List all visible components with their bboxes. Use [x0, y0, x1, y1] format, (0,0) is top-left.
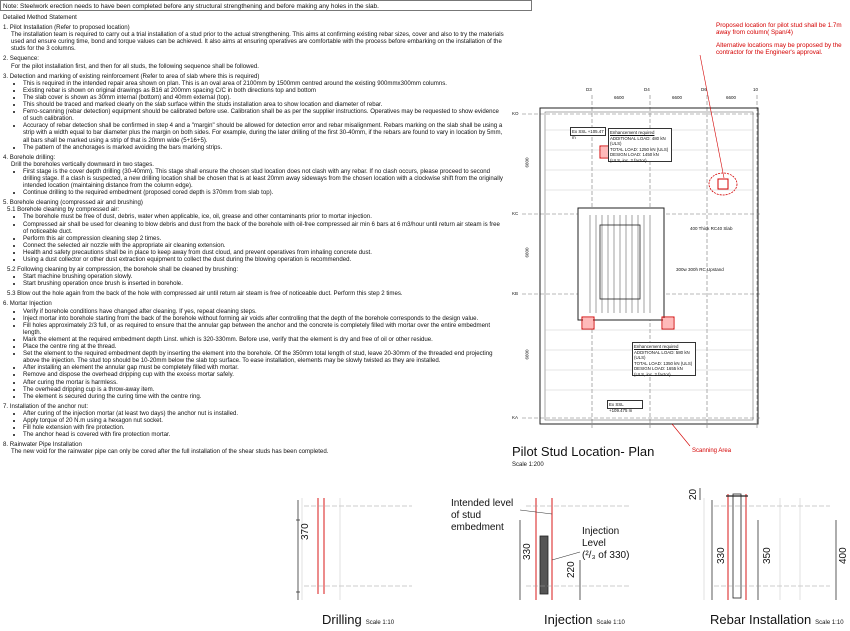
list-item: • Place the centre ring at the thread. — [23, 343, 505, 350]
rebar-title: Rebar Installation — [710, 612, 812, 627]
drilling-detail — [296, 498, 412, 600]
enh-1-title: Enhancement required — [610, 130, 655, 135]
section-5-title: 5. Borehole cleaning (compressed air and brushing) — [3, 199, 143, 207]
injection-title: Injection — [544, 612, 593, 627]
enhancement-box-2 — [632, 342, 696, 376]
steelwork-note: Note: Steelwork erection needs to have been completed before any structural strengthening and before making any holes in the slab. — [0, 0, 532, 11]
list-item: • The overhead dripping cup is a throw-away item. — [23, 386, 505, 393]
grid-label-top: D3 — [586, 87, 592, 92]
dim-20-rebar: 20 — [688, 488, 699, 500]
list-item: • Apply torque of 20 N.m using a hexagon nut socket. — [23, 417, 505, 424]
list-item: • First stage is the cover depth drilling (30-40mm). This stage shall ensure the chosen stud location does not clash with any rebar. If no clash occurs, please proceed to second drilling stage. If a clash is suspected, a new drilling location shall be chosen that is at least 20mm away sideways from the chosen location with a clockwise shift from the originally intended location (maintaining distance from the column edge). — [23, 168, 505, 189]
ssl-label-2: Ex SSL +109.475 m — [607, 400, 643, 409]
section-4-text: Drill the boreholes vertically downward in two stages. — [11, 160, 154, 168]
grid-label-left: KO — [512, 111, 519, 116]
section-6-title: 6. Mortar Injection — [3, 300, 52, 308]
rebar-label — [710, 612, 844, 627]
dim-400-rebar: 400 — [838, 547, 849, 564]
list-item: • Start machine brushing operation slowly. — [23, 273, 505, 280]
list-item: • Continue drilling to the required embedment (proposed cored depth is 370mm from slab top). — [23, 189, 505, 196]
embedment-line: embedment — [451, 522, 504, 533]
section-2-text: For the pilot installation first, and then for all studs, the following sequence shall be followed. — [11, 62, 259, 70]
pilot-leader — [700, 55, 724, 178]
list-item: • This is required in the intended repair area shown on plan. This is an oval area of 2100mm by 1500mm centred around the existing 900mmx300mm columns. — [23, 80, 505, 87]
enh-1-line: ADDITIONAL LOAD: 480 kN (ULS) — [610, 135, 666, 146]
list-item: • Existing rebar is shown on original drawings as B16 at 200mm spacing C/C in both directions top and bottom — [23, 87, 505, 94]
dim-220-injection: 220 — [566, 561, 577, 578]
section-1-title: 1. Pilot Installation (Refer to proposed location) — [3, 24, 130, 32]
list-item: • Verify if borehole conditions have changed after cleaning. If yes, repeat cleaning steps. — [23, 308, 505, 315]
section-7-title: 7. Installation of the anchor nut: — [3, 402, 89, 410]
list-item: • Inject mortar into borehole starting from the back of the borehole without forming air voids after controlling that the depth of the borehole corresponds to the design value. — [23, 315, 505, 322]
slab-label: 400 Thick RC40 Slab — [690, 226, 733, 231]
dim-left: 6600 — [524, 349, 530, 360]
drilling-title: Drilling — [322, 612, 362, 627]
injection-label — [544, 612, 625, 627]
section-8-text: The new void for the rainwater pipe can only be cored after the full installation of the shear studs has been completed. — [11, 448, 329, 456]
section-5-3-text: 5.3 Blow out the hole again from the back of the hole with compressed air until return air steam is free of noticeable duct. Perform this step 2 times. — [7, 290, 403, 298]
list-item: • After curing of the injection mortar (at least two days) the anchor nut is installed. — [23, 410, 505, 417]
list-item: • The pattern of the anchorages is marked avoiding the bars marking strips. — [23, 144, 505, 151]
list-item: • After curing the mortar is harmless. — [23, 379, 505, 386]
dim-350-rebar: 350 — [762, 547, 773, 564]
list-item: • Remove and dispose the overhead dripping cup with the excess mortar safely. — [23, 371, 505, 378]
dim-330-injection: 330 — [522, 543, 533, 560]
list-item: • Mark the element at the required embedment depth Linst. which is 320-330mm. Before use, verify that the element is dry and free of oil or other residue. — [23, 336, 505, 343]
grid-label-top: D4 — [644, 87, 650, 92]
enh-1-line: (ULS, inc. 2 factor) — [610, 157, 647, 163]
section-3-title: 3. Detection and marking of existing reinforcement (Refer to area of slab where this is required) — [3, 72, 260, 80]
list-item: • This should be traced and marked clearly on the slab surface within the studs installation area to show location and diameter of rebar. — [23, 101, 505, 108]
list-item: • Accuracy of rebar detection shall be confirmed in step 4 and a "margin" should be allowed for detection error and rebar misalignment. Rebars marking on the slab shall be using a strip with a width equal to bar diameter plus the margin on both sides. For example, during the later drilling of the first 30-40mm, if the rebars are found to vary in location by 5mm, all bars shall be marked using a strip of that is 20mm wide (5+16+5). — [23, 122, 505, 143]
list-item: • Perform this air compression cleaning step 2 times. — [23, 235, 505, 242]
dim-left: 6600 — [524, 157, 530, 168]
list-item: • Health and safety precautions shall be in place to keep away from dust cloud, and prevent operatives from inhaling concrete dust. — [23, 249, 505, 256]
dim-330-rebar: 330 — [716, 547, 727, 564]
section-5-2-title: 5.2 Following cleaning by air compression, the borehole shall be cleaned by brushing: — [7, 266, 239, 274]
section-1-text: The installation team is required to carry out a trial installation of a stud prior to the actual strengthening. This aims at confirming existing rebar sizes, cover and also to try the materials used and ensure curing time, bond and torque values can be achieved. It also aims at ensuring operatives are comfortable with the process before embarking on the installation of the studs for the 3 columns. — [11, 31, 504, 53]
list-item: • The element is secured during the curing time with the centre ring. — [23, 393, 505, 400]
list-item: • Fill holes approximately 2/3 full, or as required to ensure that the annular gap between the anchor and the concrete is completely filled with mortar over the entire embedment length. — [23, 322, 505, 336]
list-item: • Fill hole extension with fire protection. — [23, 424, 505, 431]
dim-370-drilling: 370 — [300, 523, 311, 540]
drilling-label — [322, 612, 394, 627]
method-heading: Detailed Method Statement — [3, 14, 77, 21]
enh-1-line: TOTAL LOAD: 1250 kN (ULS) — [610, 146, 669, 152]
enh-2-line: (ULS, inc. 2 factor) — [634, 371, 671, 377]
list-item: • The borehole must be free of dust, debris, water when applicable, ice, oil, grease and other contaminants prior to mortar injection. — [23, 213, 505, 220]
injection-scale: Scale 1:10 — [596, 620, 625, 626]
scanning-leader — [672, 424, 690, 446]
scanning-area-label: Scanning Area — [692, 448, 732, 454]
embedment-note — [451, 498, 513, 534]
injection-level-line: Level — [582, 538, 606, 549]
enh-2-title: Enhancement required — [634, 344, 679, 349]
rebar-detail — [700, 488, 836, 600]
list-item: • Start brushing operation once brush is inserted in borehole. — [23, 280, 505, 287]
dim-top: 6600 — [672, 95, 683, 100]
embedment-line: of stud — [451, 510, 482, 521]
grid-label-top: 10 — [753, 87, 759, 92]
grid-label-left: KC — [512, 211, 519, 216]
pilot-note-2: Alternative locations may be proposed by the contractor for the Engineer's approval. — [716, 41, 842, 57]
section-8-title: 8. Rainwater Pipe Installation — [3, 441, 82, 449]
plan-title: Pilot Stud Location- Plan — [512, 444, 655, 459]
pilot-location-note — [716, 22, 848, 57]
injection-level-line: (²/₃ of 330) — [582, 550, 630, 561]
injection-level-note — [582, 526, 629, 562]
grid-label-left: KA — [512, 415, 519, 420]
rebar-scale: Scale 1:10 — [815, 620, 844, 626]
dim-top: 6600 — [614, 95, 625, 100]
list-item: • Ferro-scanning (rebar detection) equipment should be calibrated before use. Calibration shall be as per the supplier instructions. Operatives may be requested to show evidence of such calibration. — [23, 108, 505, 122]
section-2-title: 2. Sequence: — [3, 55, 39, 63]
plan-scale: Scale 1:200 — [512, 462, 544, 468]
list-item: • After installing an element the annular gap must be completely filled with mortar. — [23, 364, 505, 371]
dim-top: 6600 — [726, 95, 737, 100]
enh-2-line: DESIGN LOAD: 1655 kN — [634, 366, 683, 371]
list-item: • The anchor head is covered with fire protection mortar. — [23, 431, 505, 438]
list-item: • Compressed air shall be used for cleaning to blow debris and dust from the back of the borehole with oil-free compressed air min 6 bars at 6 m3/hour until return air steam is free of noticeable duct. — [23, 221, 505, 235]
list-item: • Set the element to the required embedment depth by inserting the element into the borehole. Of the 350mm total length of stud, leave 20-30mm of the threaded end projecting above the injection. The stud top should be 10-20mm below the slab top surface. To ease installation, elements may be slowly twisted as they are installed. — [23, 350, 505, 364]
ssl-label-1: Ex SSL +105.47 m — [570, 127, 606, 136]
injection-level-line: Injection — [582, 526, 620, 537]
enh-2-line: TOTAL LOAD: 1350 kN (ULS) — [634, 360, 693, 366]
dim-left: 6600 — [524, 247, 530, 258]
grid-label-left: KB — [512, 291, 519, 296]
enhancement-box-1 — [608, 128, 672, 162]
grid-label-top: D6 — [701, 87, 707, 92]
embedment-line: Intended level — [451, 498, 514, 509]
list-item: • The slab cover is shown as 30mm internal (bottom) and 40mm external (top). — [23, 94, 505, 101]
section-4-title: 4. Borehole drilling: — [3, 153, 56, 161]
drilling-scale: Scale 1:10 — [365, 620, 395, 626]
scanning-area-oval — [709, 173, 737, 195]
pilot-note-1: Proposed location for pilot stud shall be 1.7m away from column( Span/4) — [716, 22, 842, 37]
list-item: • Connect the selected air nozzle with the appropriate air cleaning extension. — [23, 242, 505, 249]
enh-2-line: ADDITIONAL LOAD: 580 kN (ULS) — [634, 349, 690, 360]
section-5-1-title: 5.1 Borehole cleaning by compressed air: — [7, 206, 120, 214]
enh-1-line: DESIGN LOAD: 1450 kN — [610, 152, 659, 157]
upstand-label: 300w 300h RC Upstand — [676, 267, 724, 272]
list-item: • Using a dust collector or other dust extraction equipment to collect the dust during the blowing operation is recommended. — [23, 256, 505, 263]
